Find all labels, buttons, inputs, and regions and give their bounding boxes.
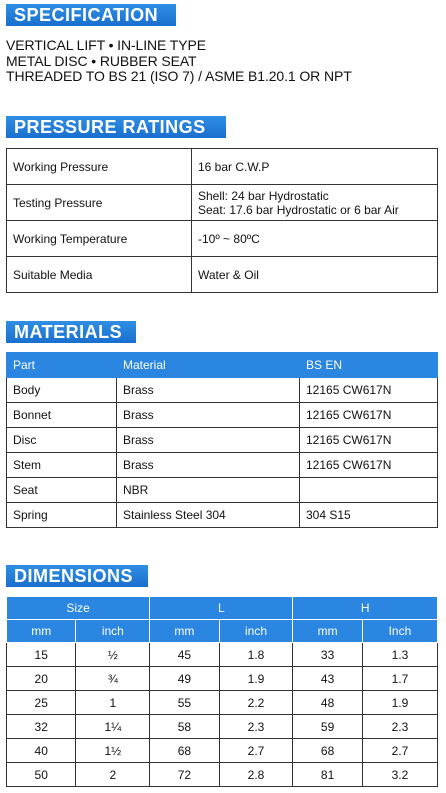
material-standard: 12165 CW617N: [300, 378, 438, 403]
dim-cell: 81: [293, 763, 362, 787]
materials-table: [6, 352, 438, 528]
material-standard: 304 S15: [300, 503, 438, 528]
material-standard: 12165 CW617N: [300, 403, 438, 428]
dim-cell: 45: [150, 643, 219, 667]
rating-value-line: Water & Oil: [198, 267, 259, 282]
group-header-l: L: [150, 597, 293, 620]
spec-line: VERTICAL LIFT • IN-LINE TYPE: [6, 37, 206, 53]
dim-cell: 1.9: [362, 691, 437, 715]
rating-value-line: Seat: 17.6 bar Hydrostatic or 6 bar Air: [198, 202, 399, 217]
dim-cell: 20: [7, 667, 76, 691]
table-row: [7, 403, 438, 428]
dim-cell: ¾: [76, 667, 150, 691]
table-row: [7, 185, 438, 221]
dim-cell: 32: [7, 715, 76, 739]
material-name: Brass: [117, 453, 300, 478]
sub-header: mm: [7, 620, 76, 643]
rating-label: Testing Pressure: [7, 185, 192, 221]
dim-cell: 68: [150, 739, 219, 763]
dim-cell: 3.2: [362, 763, 437, 787]
dim-cell: 2.7: [219, 739, 293, 763]
dim-cell: 48: [293, 691, 362, 715]
table-row: [7, 478, 438, 503]
dimensions-heading: DIMENSIONS: [6, 565, 148, 587]
material-standard: [300, 478, 438, 503]
rating-value: [192, 149, 438, 185]
material-standard: 12165 CW617N: [300, 453, 438, 478]
group-header-size: Size: [7, 597, 150, 620]
dim-cell: 50: [7, 763, 76, 787]
specification-heading: SPECIFICATION: [6, 4, 176, 26]
dim-cell: 1¼: [76, 715, 150, 739]
specification-lines: [6, 38, 352, 85]
table-row: [7, 221, 438, 257]
dim-cell: 2: [76, 763, 150, 787]
material-name: Stainless Steel 304: [117, 503, 300, 528]
table-row: [7, 667, 438, 691]
pressure-ratings-table: [6, 148, 438, 293]
dim-cell: 2.3: [219, 715, 293, 739]
column-header-bs-en: BS EN: [300, 353, 438, 378]
table-row: [7, 428, 438, 453]
dim-cell: 1.9: [219, 667, 293, 691]
material-name: NBR: [117, 478, 300, 503]
spec-line: METAL DISC • RUBBER SEAT: [6, 52, 197, 69]
material-part: Body: [7, 378, 117, 403]
dim-cell: 1.7: [362, 667, 437, 691]
table-group-header-row: [7, 597, 438, 620]
rating-value-line: Shell: 24 bar Hydrostatic: [198, 188, 329, 203]
dim-cell: 2.3: [362, 715, 437, 739]
dim-cell: 1½: [76, 739, 150, 763]
dim-cell: 49: [150, 667, 219, 691]
material-name: Brass: [117, 428, 300, 453]
sub-header: Inch: [362, 620, 437, 643]
dim-cell: 59: [293, 715, 362, 739]
material-standard: 12165 CW617N: [300, 428, 438, 453]
material-part: Seat: [7, 478, 117, 503]
column-header-material: Material: [117, 353, 300, 378]
rating-value-line: 16 bar C.W.P: [198, 159, 270, 174]
dimensions-table: [6, 596, 438, 787]
sub-header: inch: [219, 620, 293, 643]
table-header-row: [7, 353, 438, 378]
sub-header: mm: [150, 620, 219, 643]
table-row: [7, 715, 438, 739]
dim-cell: 68: [293, 739, 362, 763]
material-name: Brass: [117, 378, 300, 403]
rating-label: Working Pressure: [7, 149, 192, 185]
dim-cell: 43: [293, 667, 362, 691]
table-row: [7, 739, 438, 763]
dim-cell: 72: [150, 763, 219, 787]
table-row: [7, 257, 438, 293]
materials-heading: MATERIALS: [6, 321, 136, 343]
table-row: [7, 503, 438, 528]
dim-cell: 15: [7, 643, 76, 667]
table-row: [7, 378, 438, 403]
table-row: [7, 643, 438, 667]
material-part: Bonnet: [7, 403, 117, 428]
dim-cell: 33: [293, 643, 362, 667]
dim-cell: 1.8: [219, 643, 293, 667]
dim-cell: 25: [7, 691, 76, 715]
material-name: Brass: [117, 403, 300, 428]
material-part: Stem: [7, 453, 117, 478]
column-header-part: Part: [7, 353, 117, 378]
rating-label: Suitable Media: [7, 257, 192, 293]
dim-cell: 1: [76, 691, 150, 715]
table-row: [7, 763, 438, 787]
dim-cell: 2.2: [219, 691, 293, 715]
material-part: Spring: [7, 503, 117, 528]
dim-cell: 2.7: [362, 739, 437, 763]
dim-cell: 1.3: [362, 643, 437, 667]
dim-cell: 58: [150, 715, 219, 739]
dim-cell: ½: [76, 643, 150, 667]
spec-line: THREADED TO BS 21 (ISO 7) / ASME B1.20.1 OR NPT: [6, 68, 352, 84]
table-row: [7, 149, 438, 185]
sub-header: mm: [293, 620, 362, 643]
dim-cell: 40: [7, 739, 76, 763]
material-part: Disc: [7, 428, 117, 453]
dim-cell: 2.8: [219, 763, 293, 787]
pressure-ratings-heading: PRESSURE RATINGS: [6, 116, 226, 138]
table-row: [7, 453, 438, 478]
group-header-h: H: [293, 597, 438, 620]
rating-value-line: -10º ~ 80ºC: [198, 231, 260, 246]
sub-header: inch: [76, 620, 150, 643]
table-row: [7, 691, 438, 715]
dim-cell: 55: [150, 691, 219, 715]
rating-value: [192, 185, 438, 221]
rating-value: [192, 257, 438, 293]
rating-value: [192, 221, 438, 257]
table-sub-header-row: [7, 620, 438, 643]
rating-label: Working Temperature: [7, 221, 192, 257]
